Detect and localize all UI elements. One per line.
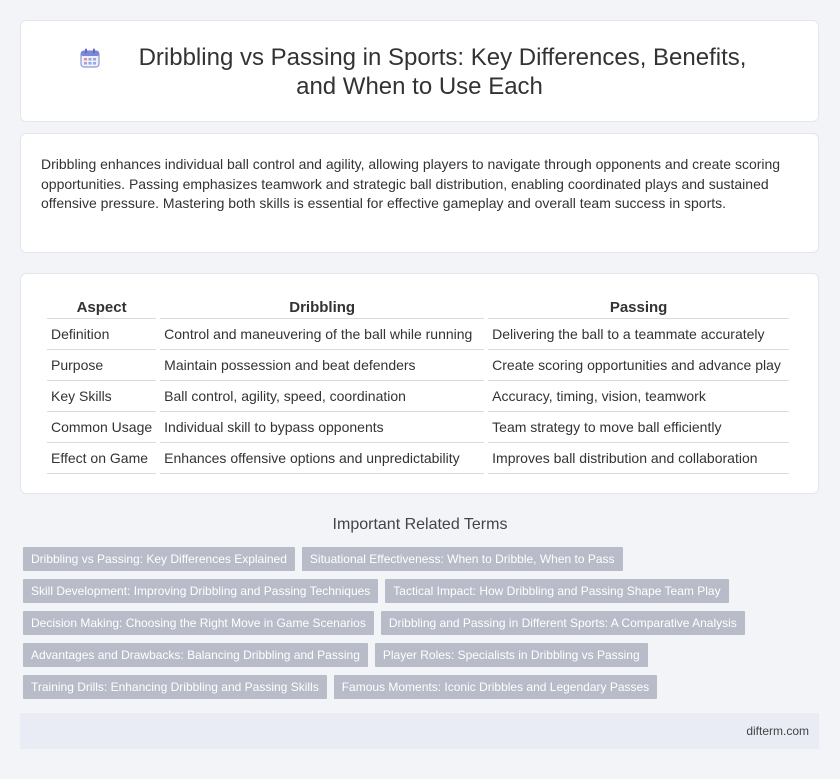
table-cell: Ball control, agility, speed, coordination: [160, 381, 484, 412]
related-term-tag[interactable]: Dribbling vs Passing: Key Differences Explained: [23, 547, 295, 571]
table-cell: Control and maneuvering of the ball while running: [160, 319, 484, 350]
table-cell: Common Usage: [47, 412, 156, 443]
table-cell: Team strategy to move ball efficiently: [488, 412, 789, 443]
table-row: [47, 350, 789, 381]
related-term-tag[interactable]: Tactical Impact: How Dribbling and Passing Shape Team Play: [385, 579, 728, 603]
summary-text: Dribbling enhances individual ball control and agility, allowing players to navigate through opponents and create scoring opportunities. Passing emphasizes teamwork and strategic ball distribution, enabling coordinated plays and sustained offensive pressure. Mastering both skills is essential for effective gameplay and overall team success in sports.: [41, 156, 781, 211]
page-title: Dribbling vs Passing in Sports: Key Differences, Benefits, and When to Use Each: [138, 44, 747, 100]
table-cell: Improves ball distribution and collaboration: [488, 443, 789, 474]
table-cell: Effect on Game: [47, 443, 156, 474]
comparison-table: [43, 297, 793, 474]
comparison-card: [20, 273, 819, 494]
footer: [20, 713, 819, 749]
table-cell: Create scoring opportunities and advance play: [488, 350, 789, 381]
summary-card: [20, 133, 819, 253]
table-row: [47, 443, 789, 474]
table-cell: Accuracy, timing, vision, teamwork: [488, 381, 789, 412]
table-header-row: [47, 297, 789, 319]
related-terms-list: [23, 547, 823, 707]
related-term-tag[interactable]: Dribbling and Passing in Different Sports: A Comparative Analysis: [381, 611, 745, 635]
site-link[interactable]: difterm.com: [746, 724, 809, 738]
related-term-tag[interactable]: Famous Moments: Iconic Dribbles and Legendary Passes: [334, 675, 657, 699]
related-term-tag[interactable]: Training Drills: Enhancing Dribbling and Passing Skills: [23, 675, 327, 699]
title-card: [20, 20, 819, 122]
header-passing: Passing: [488, 297, 789, 319]
table-cell: Definition: [47, 319, 156, 350]
related-term-tag[interactable]: Decision Making: Choosing the Right Move in Game Scenarios: [23, 611, 374, 635]
table-row: [47, 319, 789, 350]
table-row: [47, 381, 789, 412]
table-cell: Individual skill to bypass opponents: [160, 412, 484, 443]
header-dribbling: Dribbling: [160, 297, 484, 319]
related-terms-title: Important Related Terms: [332, 516, 508, 533]
related-term-tag[interactable]: Player Roles: Specialists in Dribbling vs Passing: [375, 643, 648, 667]
related-term-tag[interactable]: Skill Development: Improving Dribbling and Passing Techniques: [23, 579, 378, 603]
table-row: [47, 412, 789, 443]
table-cell: Key Skills: [47, 381, 156, 412]
table-cell: Maintain possession and beat defenders: [160, 350, 484, 381]
table-cell: Enhances offensive options and unpredictability: [160, 443, 484, 474]
related-term-tag[interactable]: Situational Effectiveness: When to Dribble, When to Pass: [302, 547, 623, 571]
header-aspect: Aspect: [47, 297, 156, 319]
related-term-tag[interactable]: Advantages and Drawbacks: Balancing Dribbling and Passing: [23, 643, 368, 667]
table-cell: Purpose: [47, 350, 156, 381]
table-cell: Delivering the ball to a teammate accurately: [488, 319, 789, 350]
